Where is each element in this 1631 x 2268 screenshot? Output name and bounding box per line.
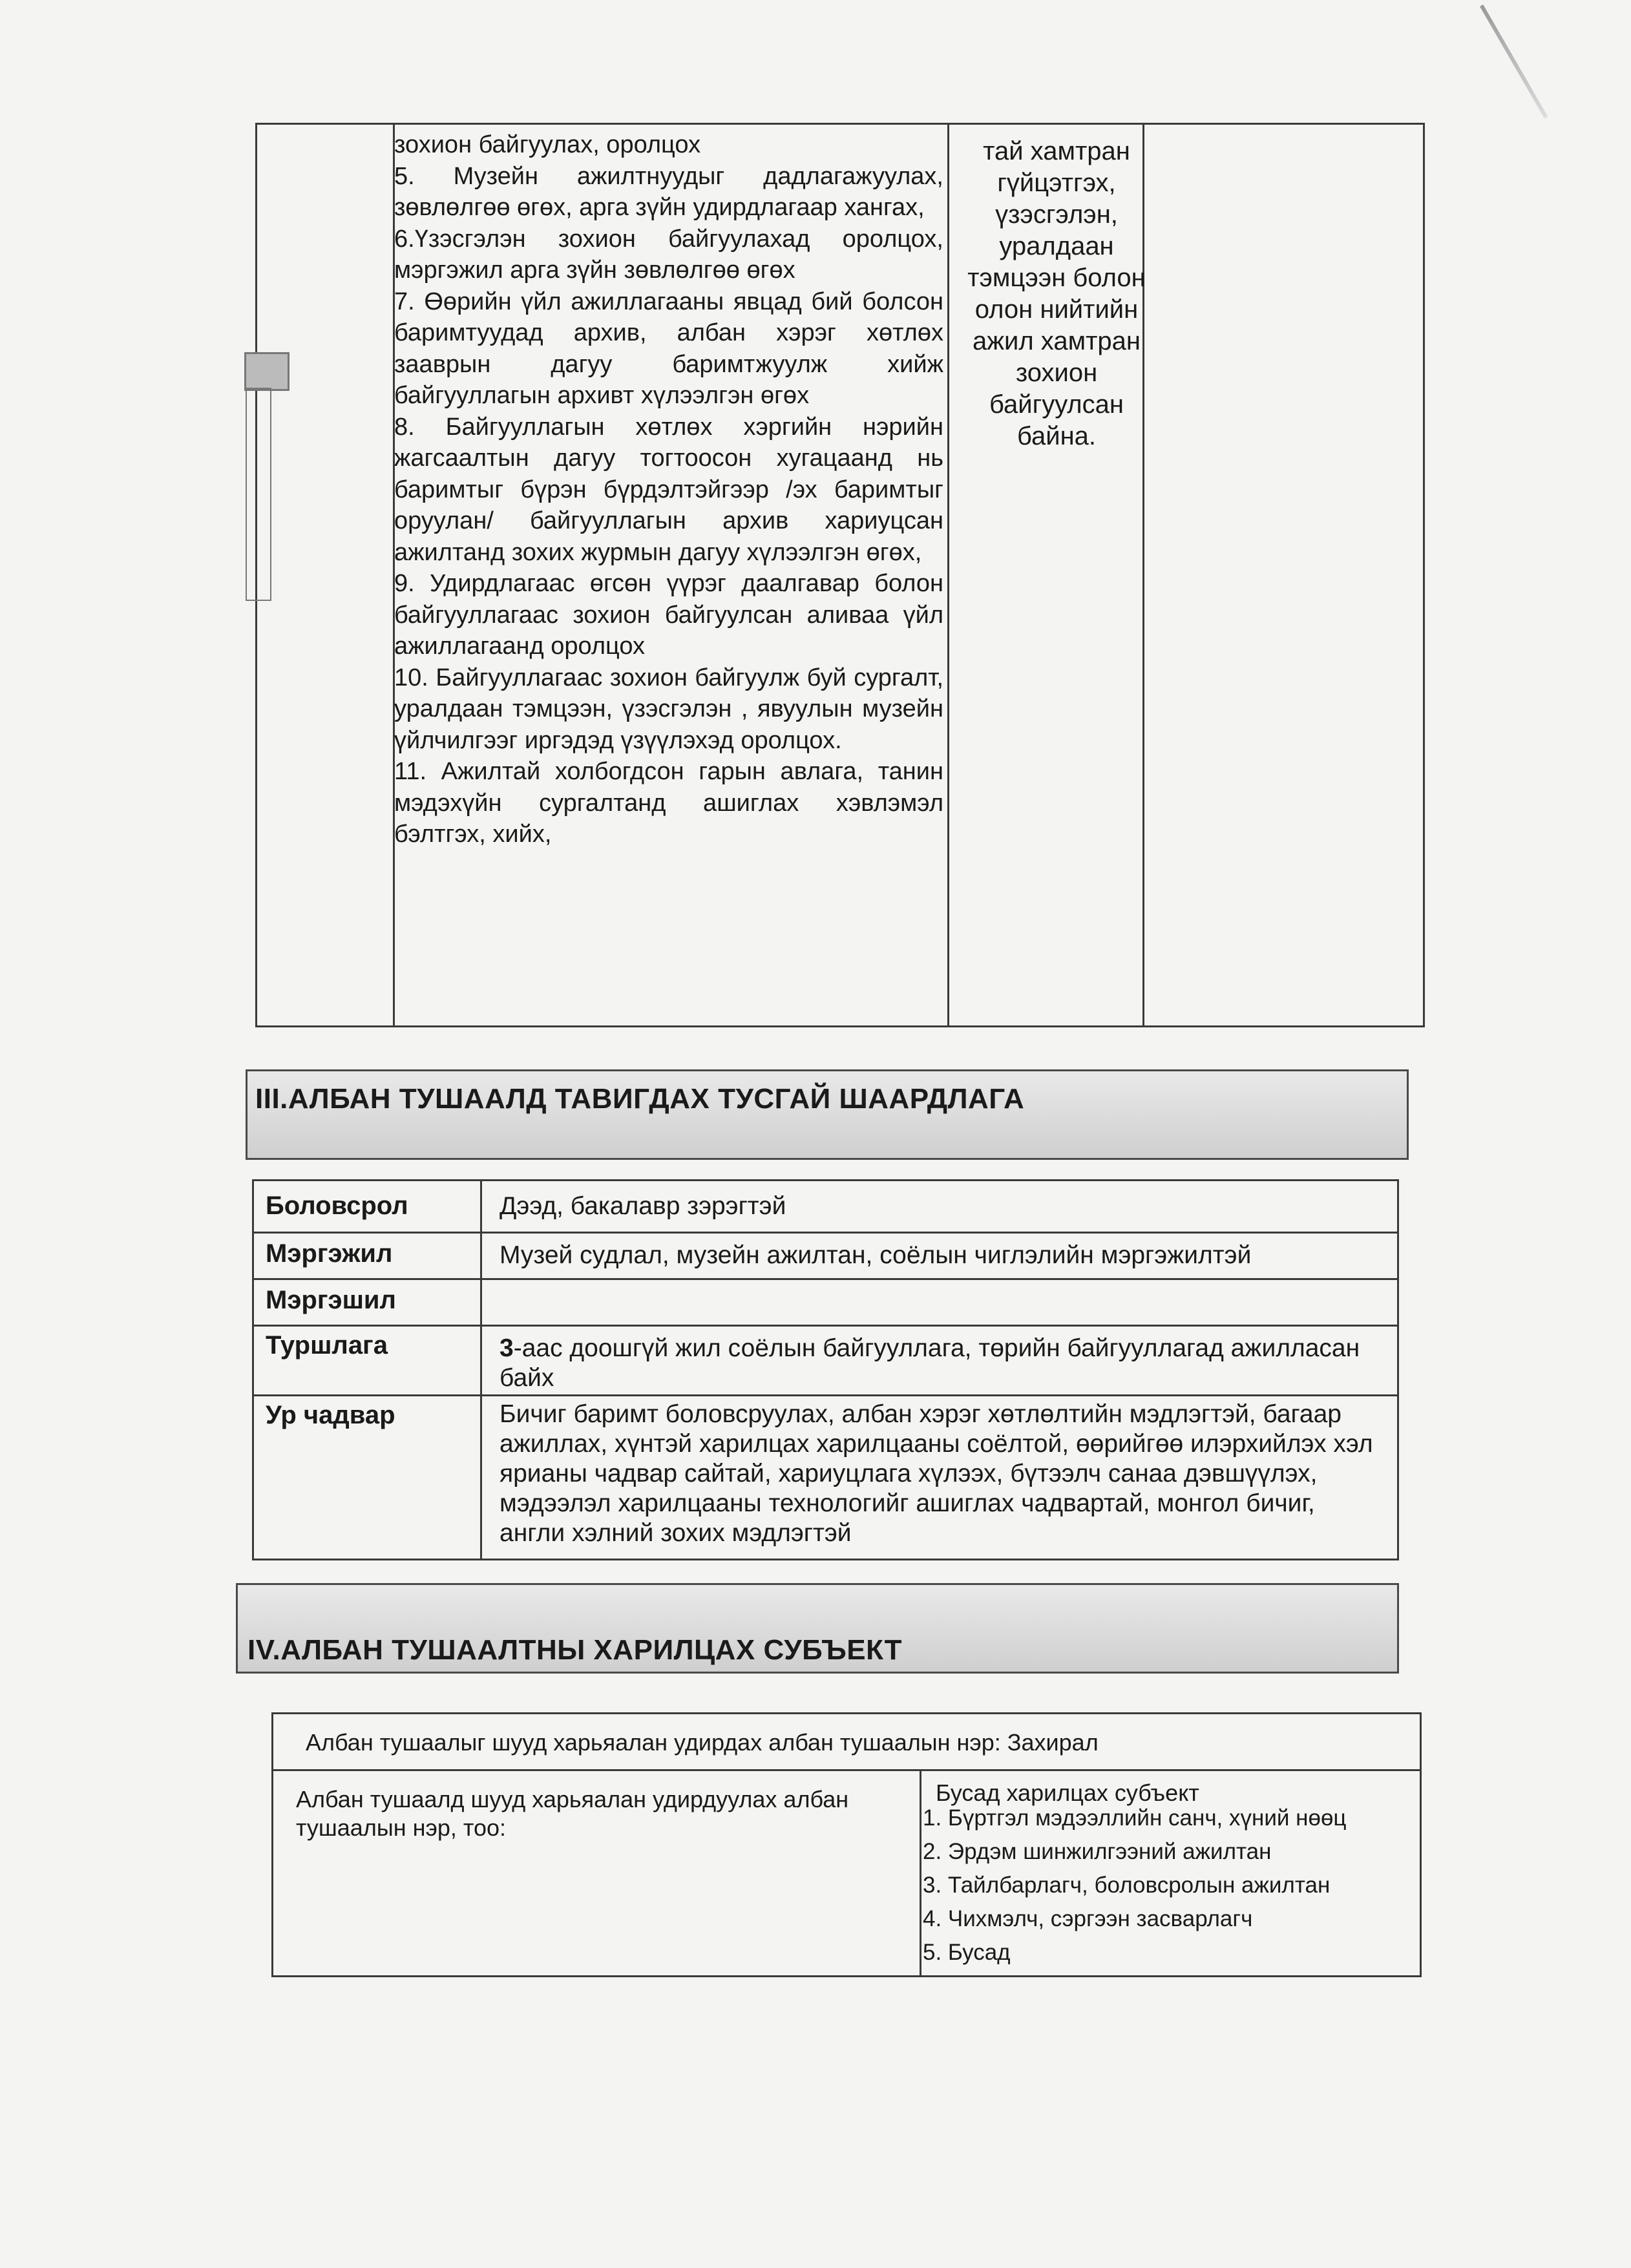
relations-table xyxy=(271,1712,1422,1977)
table-row-line xyxy=(254,1232,1397,1234)
supervisor-text: Албан тушаалыг шууд харьяалан удирдах албан тушаалын нэр: Захирал xyxy=(306,1729,1099,1756)
duty-line: 11. Ажилтай холбогдсон гарын авлага, танин мэдэхүйн сургалтанд ашиглах хэвлэмэл бэлтгэх, хийх, xyxy=(394,758,943,848)
table-divider xyxy=(947,125,949,1025)
table-row-line xyxy=(254,1325,1397,1327)
req-label-specialization: Мэргэшил xyxy=(266,1286,396,1314)
list-item: 1. Бүртгэл мэдээллийн санч, хүний нөөц xyxy=(923,1805,1347,1831)
duty-line: зохион байгуулах, оролцох xyxy=(394,131,701,158)
duties-list xyxy=(394,129,943,850)
table-divider xyxy=(480,1181,482,1559)
duty-line: 7. Өөрийн үйл ажиллагааны явцад бий болсон баримтуудад архив, албан хэрэг хөтлөх зааврын дагуу баримтжуулж хийж байгууллагын архивт хүлээлгэн өгөх xyxy=(394,288,943,409)
table-row-line xyxy=(273,1769,1420,1771)
list-item: 5. Бусад xyxy=(923,1940,1011,1965)
duty-line: 5. Музейн ажилтнуудыг дадлагажуулах, зөвлөлгөө өгөх, арга зүйн удирдлагаар хангах, xyxy=(394,162,943,221)
req-value-profession: Музей судлал, музейн ажилтан, соёлын чиглэлийн мэргэжилтэй xyxy=(500,1241,1252,1269)
req-value-education: Дээд, бакалавр зэрэгтэй xyxy=(500,1192,786,1220)
table-row-line xyxy=(254,1394,1397,1396)
section-3-header xyxy=(246,1069,1409,1160)
req-label-experience: Туршлага xyxy=(266,1331,388,1360)
subordinates-text: Албан тушаалд шууд харьяалан удирдуулах албан тушаалын нэр, тоо: xyxy=(296,1786,849,1841)
other-subjects-title: Бусад харилцах субъект xyxy=(936,1780,1199,1806)
list-item: 4. Чихмэлч, сэргээн засварлагч xyxy=(923,1906,1253,1931)
list-item: 2. Эрдэм шинжилгээний ажилтан xyxy=(923,1839,1272,1864)
margin-strip xyxy=(246,388,271,601)
req-value-experience xyxy=(500,1334,1384,1393)
duty-line: 9. Удирдлагаас өгсөн үүрэг даалгавар болон байгууллагаас зохион байгуулсан аливаа үйл ажиллагаанд оролцох xyxy=(394,570,943,660)
experience-text: -аас доошгүй жил соёлын байгууллага, төрийн байгууллагад ажилласан байх xyxy=(500,1334,1360,1392)
page-fold-mark xyxy=(1480,5,1548,118)
req-label-skills: Ур чадвар xyxy=(266,1401,395,1429)
section-4-header xyxy=(236,1583,1399,1674)
req-value-skills: Бичиг баримт боловсруулах, албан хэрэг хөтлөлтийн мэдлэгтэй, багаар ажиллах, хүнтэй харилцах харилцааны соёлтой, өөрийгөө илэрхийлэх хэл ярианы чадвар сайтай, хариуцлага хүлээх, бүтээлч санаа дэвшүүлэх, мэдээлэл харилцааны технологийг ашиглах чадвартай, монгол бичиг, англи хэлний зохих мэдлэгтэй xyxy=(500,1400,1373,1547)
duty-line: 6.Үзэсгэлэн зохион байгуулахад оролцох, мэргэжил арга зүйн зөвлөлгөө өгөх xyxy=(394,225,943,284)
other-subjects-list xyxy=(923,1801,1346,1969)
req-label-profession: Мэргэжил xyxy=(266,1239,393,1268)
experience-years: 3 xyxy=(500,1334,514,1362)
duty-line: 10. Байгууллагаас зохион байгуулж буй сургалт, уралдаан тэмцээн, үзэсгэлэн , явуулын музейн үйлчилгээг иргэдэд үзүүлэхэд оролцох. xyxy=(394,664,943,754)
section-3-title: III.АЛБАН ТУШААЛД ТАВИГДАХ ТУСГАЙ ШААРДЛАГА xyxy=(255,1083,1025,1115)
table-divider xyxy=(920,1769,921,1975)
list-item: 3. Тайлбарлагч, боловсролын ажилтан xyxy=(923,1873,1331,1898)
margin-stamp xyxy=(244,352,289,391)
section-4-title: IV.АЛБАН ТУШААЛТНЫ ХАРИЛЦАХ СУБЪЕКТ xyxy=(247,1634,902,1666)
duty-line: 8. Байгууллагын хөтлөх хэргийн нэрийн жагсаалтын дагуу тогтоосон хугацаанд нь баримтыг бүрэн бүрдэлтэйгээр /эх баримтыг оруулан/ байгууллагын архив хариуцсан ажилтанд зохих журмын дагуу хүлээлгэн өгөх, xyxy=(394,413,943,566)
req-label-education: Боловсрол xyxy=(266,1192,408,1220)
table-row-line xyxy=(254,1278,1397,1280)
requirements-table xyxy=(252,1179,1399,1560)
expected-result: тай хамтран гүйцэтгэх, үзэсгэлэн, уралдаан тэмцээн болон олон нийтийн ажил хамтран зохион байгуулсан байна. xyxy=(967,137,1146,450)
